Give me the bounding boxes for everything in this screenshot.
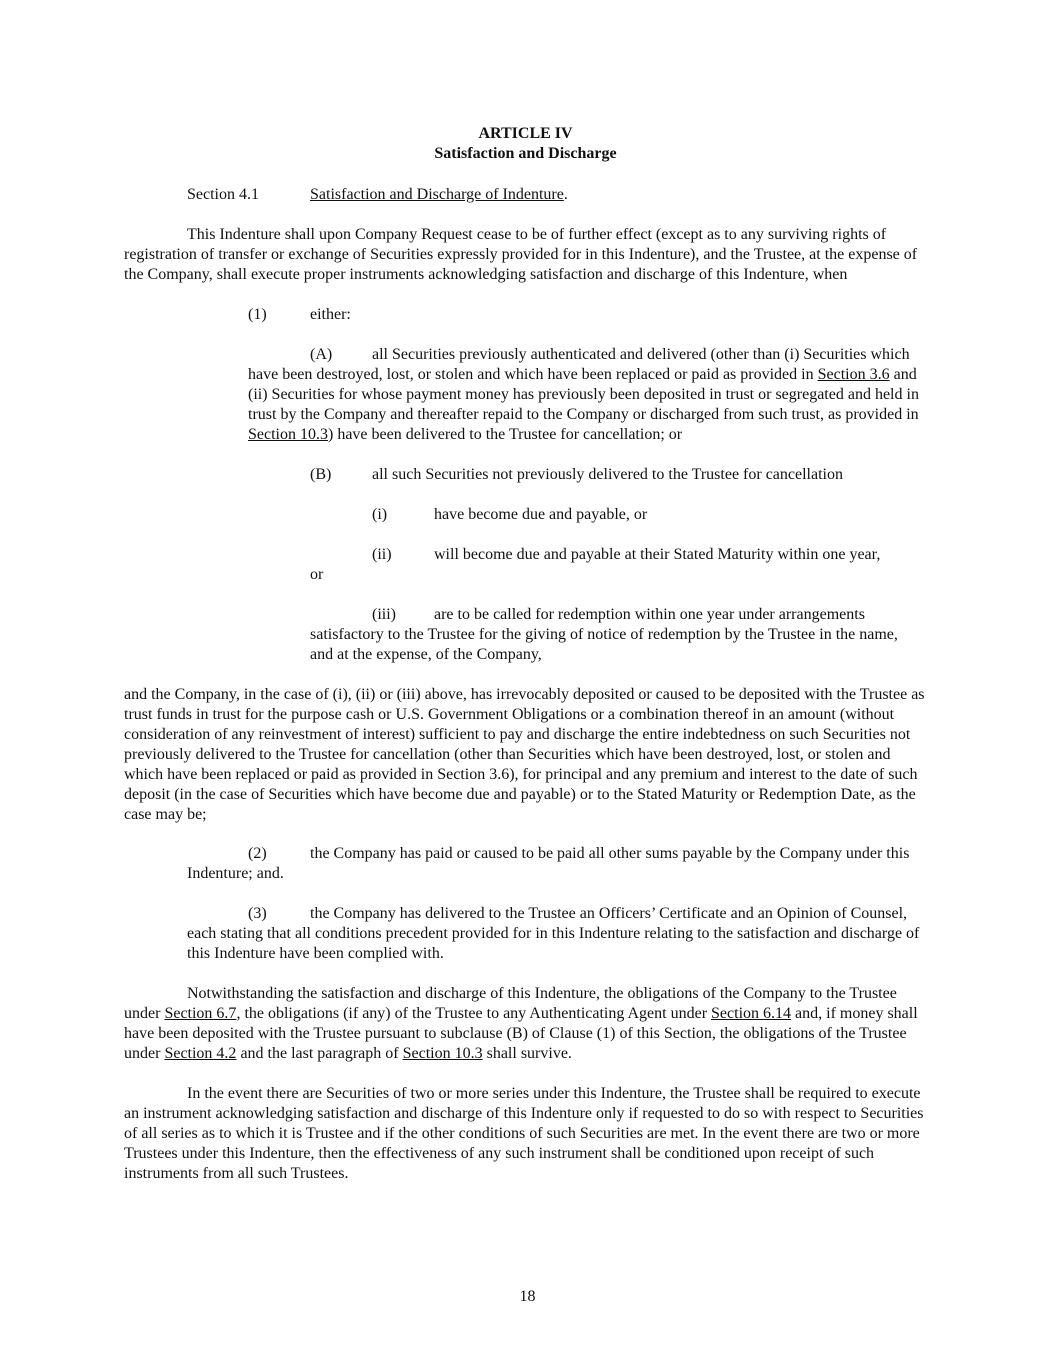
section-period: . bbox=[563, 186, 568, 203]
clause-text: all Securities previously authenticated and delivered (other than (i) Securities which have been destroyed, lost, or stolen and which have been replaced or paid as provided in bbox=[248, 346, 910, 383]
section-ref: Section 4.2 bbox=[164, 1045, 237, 1062]
clause-text: will become due and payable at their Stated Maturity within one year, bbox=[434, 546, 881, 563]
clause-text: the Company has delivered to the Trustee an Officers’ Certificate and an Opinion of Counsel, each stating that all conditions precedent provided for in this Indenture relating to the satisfaction and discharge of this Indenture have been complied with. bbox=[187, 905, 920, 962]
clause-text: or bbox=[310, 566, 324, 583]
section-ref: Section 10.3 bbox=[248, 426, 328, 443]
clause-text: and (ii) Securities for whose payment money has previously been deposited in trust or segregated and held in trust by the Company and thereafter repaid to the Company or discharged from such trust, as provided in bbox=[248, 366, 919, 423]
clause-text: all such Securities not previously delivered to the Trustee for cancellation bbox=[372, 466, 843, 483]
article-number: ARTICLE IV bbox=[478, 125, 573, 142]
para-text: , the obligations (if any) of the Trustee to any Authenticating Agent under bbox=[236, 1005, 712, 1022]
sub-iii bbox=[124, 605, 910, 665]
para-text: and the last paragraph of bbox=[236, 1045, 403, 1062]
clause-text: ) have been delivered to the Trustee for cancellation; or bbox=[328, 426, 683, 443]
section-ref: Section 3.6 bbox=[817, 366, 890, 383]
clause-b bbox=[124, 465, 927, 485]
clause-2 bbox=[124, 844, 927, 884]
section-ref: Section 6.7 bbox=[164, 1005, 237, 1022]
clause-label: (B) bbox=[310, 466, 332, 483]
section-ref: Section 6.14 bbox=[711, 1005, 792, 1022]
para-text: and, if money shall have been deposited with the Trustee pursuant to subclause (B) of Clause (1) of this Section, the obligations of the Trustee under bbox=[124, 1005, 918, 1062]
deposit-paragraph: and the Company, in the case of (i), (ii) or (iii) above, has irrevocably deposited or caused to be deposited with the Trustee as trust funds in trust for the purpose cash or U.S. Government Obligations or a combination thereof in an amount (without consideration of any reinvestment of interest) sufficient to pay and discharge the entire indebtedness on such Securities not previously delivered to the Trustee for cancellation (other than Securities which have been destroyed, lost, or stolen and which have been replaced or paid as provided in Section 3.6), for principal and any premium and interest to the date of such deposit (in the case of Securities which have become due and payable) or to the Stated Maturity or Redemption Date, as the case may be; bbox=[124, 686, 925, 823]
clause-text: either: bbox=[310, 306, 351, 323]
section-title: Satisfaction and Discharge of Indenture bbox=[310, 186, 564, 203]
clause-label: (3) bbox=[248, 905, 267, 922]
clause-1 bbox=[124, 305, 927, 325]
clause-label: (i) bbox=[372, 506, 388, 523]
clause-label: (A) bbox=[310, 346, 333, 363]
section-heading bbox=[124, 185, 927, 205]
sub-i bbox=[124, 505, 927, 525]
clause-a bbox=[124, 345, 928, 445]
clause-label: (ii) bbox=[372, 546, 392, 563]
section-ref: Section 10.3 bbox=[402, 1045, 483, 1062]
section-number: Section 4.1 bbox=[187, 186, 259, 203]
clause-text: the Company has paid or caused to be paid all other sums payable by the Company under this Indenture; and. bbox=[187, 845, 910, 882]
multiseries-paragraph: In the event there are Securities of two or more series under this Indenture, the Trustee shall be required to execute an instrument acknowledging satisfaction and discharge of this Indenture only if requested to do so with respect to Securities of all series as to which it is Trustee and if the other conditions of such Securities are met. In the event there are two or more Trustees under this Indenture, then the effectiveness of any such instrument shall be conditioned upon receipt of such instruments from all such Trustees. bbox=[124, 1085, 924, 1182]
survival-paragraph bbox=[124, 984, 927, 1064]
article-title: Satisfaction and Discharge bbox=[434, 145, 617, 162]
clause-label: (iii) bbox=[372, 606, 396, 623]
clause-label: (2) bbox=[248, 845, 267, 862]
para-text: shall survive. bbox=[482, 1045, 572, 1062]
clause-text: are to be called for redemption within one year under arrangements satisfactory to the Trustee for the giving of notice of redemption by the Trustee in the name, and at the expense, of the Company, bbox=[310, 606, 898, 663]
intro-paragraph: This Indenture shall upon Company Request cease to be of further effect (except as to any surviving rights of registration of transfer or exchange of Securities expressly provided for in this Indenture), and the Trustee, at the expense of the Company, shall execute proper instruments acknowledging satisfaction and discharge of this Indenture, when bbox=[124, 226, 918, 283]
sub-ii bbox=[124, 545, 927, 585]
clause-text: have become due and payable, or bbox=[434, 506, 648, 523]
document-page bbox=[124, 124, 927, 1204]
para-text: Notwithstanding the satisfaction and discharge of this Indenture, the obligations of the Company to the Trustee under bbox=[124, 985, 897, 1022]
clause-3 bbox=[124, 904, 927, 964]
clause-label: (1) bbox=[248, 306, 267, 323]
page-number: 18 bbox=[519, 1288, 536, 1305]
